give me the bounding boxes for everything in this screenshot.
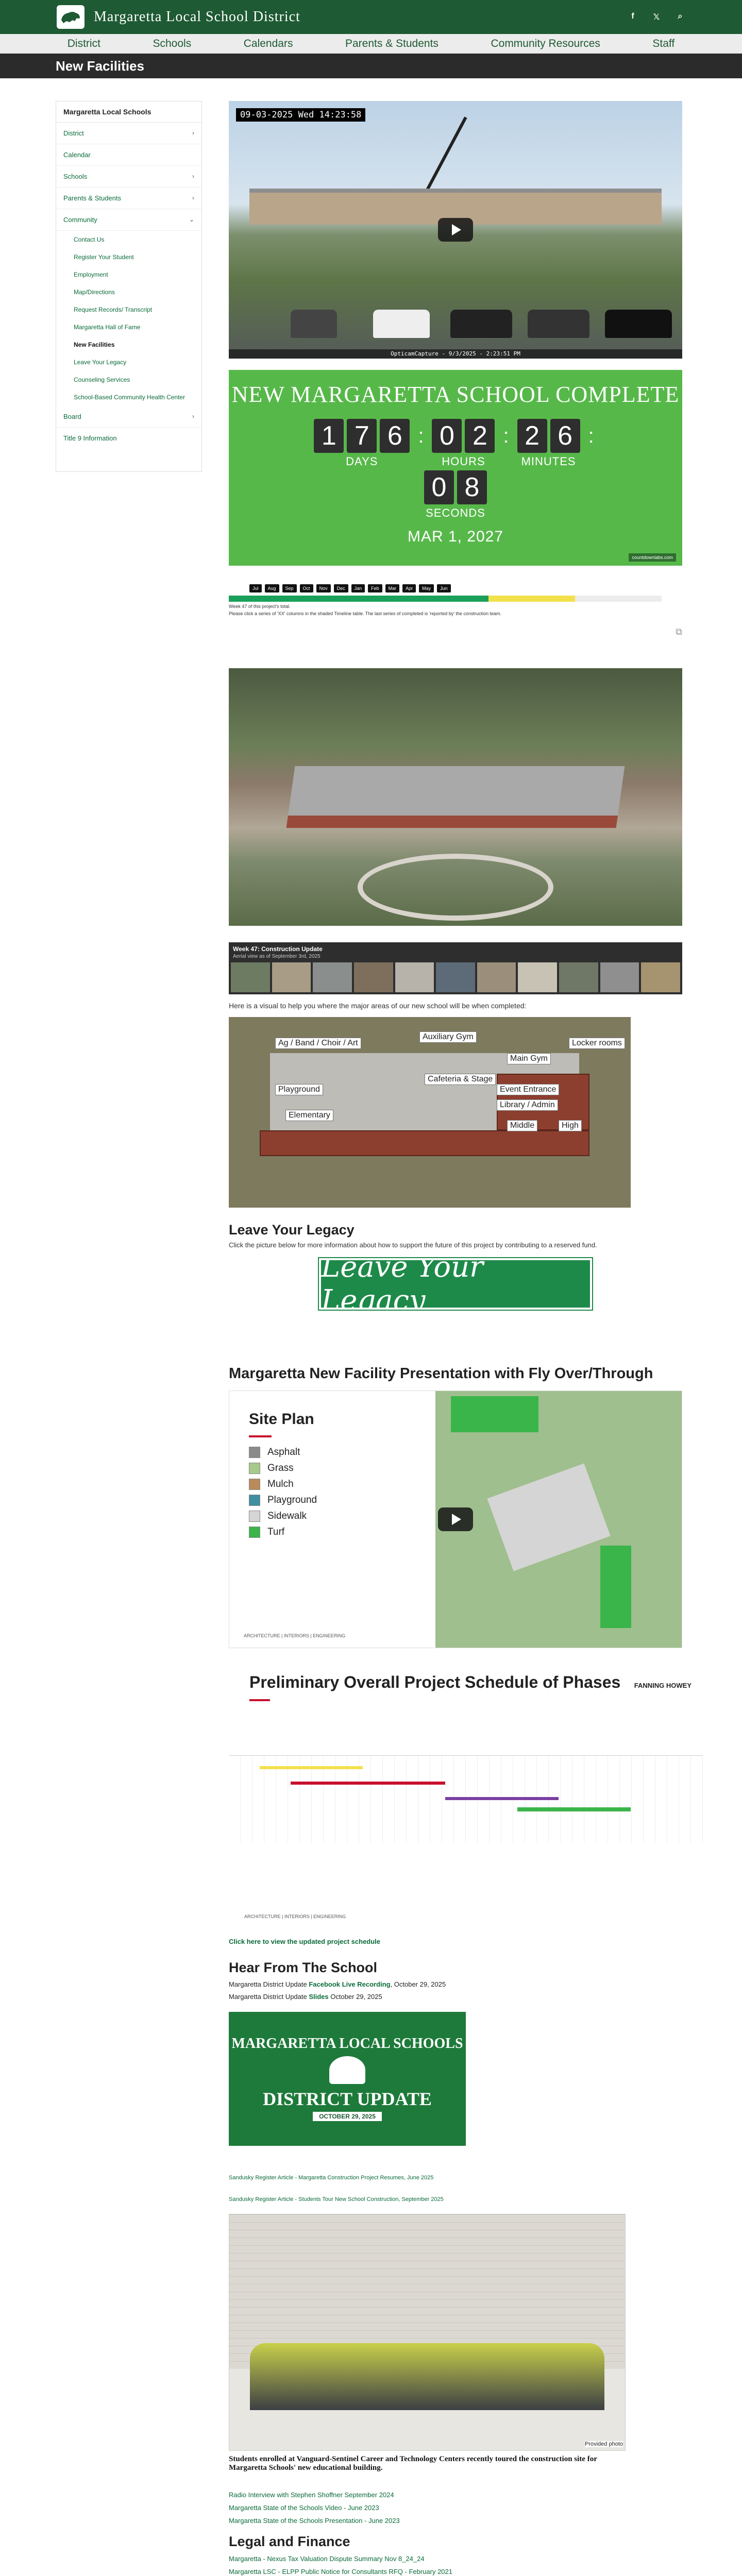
article-link[interactable]: Sandusky Register Article - Margaretta Construction Project Resumes, June 2025	[229, 2175, 434, 2181]
school-area-map	[229, 1017, 631, 1208]
map-label-aux-gym: Auxiliary Gym	[419, 1031, 477, 1043]
site-header	[0, 0, 742, 34]
gallery-thumbnail[interactable]	[436, 962, 475, 992]
gallery-subheading: Aerial view as of September 3rd, 2025	[233, 954, 321, 959]
car-image	[528, 310, 589, 338]
sidebar-sub-employment[interactable]: Employment	[74, 271, 108, 278]
map-label-high: High	[559, 1120, 582, 1131]
district-update-line: Margaretta District Update Slides October 29, 2025	[229, 1993, 382, 2001]
timeline-month-chip: Nov	[316, 584, 331, 592]
countdown-hours: 0 2 HOURS	[432, 419, 495, 468]
update-image-line3: OCTOBER 29, 2025	[313, 2112, 382, 2121]
map-label-ag-band: Ag / Band / Choir / Art	[275, 1038, 361, 1049]
map-label-main-gym: Main Gym	[507, 1053, 551, 1064]
nav-staff[interactable]: Staff	[652, 37, 675, 49]
gallery-thumbnail[interactable]	[518, 962, 557, 992]
legend-item	[249, 1463, 416, 1474]
district-update-line: Margaretta District Update Facebook Live Recording, October 29, 2025	[229, 1980, 446, 1988]
radio-interview-link[interactable]: Radio Interview with Stephen Shoffner September 2024	[229, 2491, 394, 2499]
gallery-thumbnail[interactable]	[477, 962, 516, 992]
photo-credit: Provided photo	[585, 2441, 623, 2447]
legend-label: Grass	[267, 1463, 294, 1473]
map-intro: Here is a visual to help you where the major areas of our new school will be when completed:	[229, 1002, 527, 1010]
sidebar-item-community[interactable]: Community ⌄	[56, 209, 201, 231]
polar-bear-crest-icon	[329, 2056, 365, 2084]
site-title[interactable]: Margaretta Local School District	[94, 9, 300, 25]
schedule-link[interactable]: Click here to view the updated project schedule	[229, 1938, 381, 1945]
schedule-gantt-chart	[229, 1755, 703, 1843]
nav-calendars[interactable]: Calendars	[243, 37, 293, 49]
legend-swatch	[249, 1527, 260, 1538]
presentation-video[interactable]	[229, 1391, 682, 1648]
gallery-thumbnail[interactable]	[272, 962, 311, 992]
camera-timestamp: 09-03-2025 Wed 14:23:58	[236, 108, 365, 122]
legend-item	[249, 1495, 416, 1506]
legend-label: Sidewalk	[267, 1511, 307, 1521]
schedule-title: Preliminary Overall Project Schedule of Phases	[249, 1673, 621, 1691]
legend-swatch	[249, 1479, 260, 1490]
state-of-schools-video-link[interactable]: Margaretta State of the Schools Video - June 2023	[229, 2504, 379, 2512]
timeline-remaining-bar	[575, 596, 662, 602]
gallery-thumbnail[interactable]	[559, 962, 598, 992]
district-logo[interactable]	[57, 5, 85, 29]
car-image	[450, 310, 512, 338]
turf-field	[451, 1396, 538, 1432]
chevron-down-icon[interactable]: ⌄	[189, 216, 194, 223]
sidebar	[56, 101, 202, 472]
project-timeline	[229, 584, 662, 616]
sidebar-item-parents-students[interactable]: Parents & Students ›	[56, 188, 201, 209]
main-nav	[0, 34, 742, 54]
fanning-howey-logo: FANNING HOWEY	[634, 1682, 692, 1689]
page-title: New Facilities	[56, 58, 144, 74]
nav-schools[interactable]: Schools	[153, 37, 192, 49]
timeline-note: Please click a series of 'XX' columns in the shaded Timeline table. The last series of completed is 'reported by' the construction team.	[229, 611, 501, 616]
nav-parents-students[interactable]: Parents & Students	[345, 37, 439, 49]
timeline-month-chip: Mar	[385, 584, 400, 592]
sidebar-sub-hall-of-fame[interactable]: Margaretta Hall of Fame	[74, 324, 141, 331]
fanning-howey-brand: ARCHITECTURE | INTERIORS | ENGINEERING	[244, 1633, 346, 1638]
photo-caption: Students enrolled at Vanguard-Sentinel Career and Technology Centers recently toured the construction site for Margaretta Schools' new educational building.	[229, 2455, 597, 2472]
countdown-watermark[interactable]: countdownlabs.com	[629, 553, 676, 562]
map-label-middle: Middle	[507, 1120, 537, 1131]
facebook-live-link[interactable]: Facebook Live Recording	[309, 1980, 391, 1988]
map-building	[260, 1130, 589, 1156]
sidebar-item-district[interactable]: District ›	[56, 123, 201, 144]
twitter-icon[interactable]: 𝕏	[653, 13, 660, 22]
timeline-month-chip: Feb	[368, 584, 382, 592]
chevron-right-icon[interactable]: ›	[192, 194, 194, 201]
legal-link[interactable]: Margaretta LSC - ELPP Public Notice for Consultants RFQ - February 2021	[229, 2568, 453, 2575]
article-link[interactable]: Sandusky Register Article - Students Tour New School Construction, September 2025	[229, 2196, 444, 2202]
page-title-band	[0, 54, 742, 78]
timeline-month-chip: Jun	[437, 584, 451, 592]
gallery-heading: Week 47: Construction Update	[233, 945, 323, 953]
timeline-month-chip: Oct	[300, 584, 313, 592]
gallery-thumbnail[interactable]	[641, 962, 680, 992]
timeline-month-chip: Sep	[282, 584, 297, 592]
map-label-library: Library / Admin	[497, 1099, 558, 1111]
countdown-title: NEW MARGARETTA SCHOOL COMPLETE	[231, 382, 680, 407]
legend-label: Turf	[267, 1527, 285, 1537]
timeline-month-chip: Apr	[402, 584, 416, 592]
gallery-thumbnail[interactable]	[600, 962, 639, 992]
sidebar-sub-health-center[interactable]: School-Based Community Health Center	[74, 394, 185, 401]
turf-field	[600, 1546, 631, 1628]
nav-district[interactable]: District	[67, 37, 100, 49]
timeline-month-chip: Jan	[351, 584, 365, 592]
aerial-photo	[229, 668, 682, 926]
play-button[interactable]	[438, 1507, 473, 1531]
timeline-month-chip: Dec	[334, 584, 348, 592]
map-label-event-entrance: Event Entrance	[497, 1084, 559, 1095]
timeline-complete-bar	[229, 596, 488, 602]
hear-heading: Hear From The School	[229, 1960, 378, 1975]
legend-label: Playground	[267, 1495, 317, 1505]
legend-item	[249, 1511, 416, 1522]
state-of-schools-presentation-link[interactable]: Margaretta State of the Schools Presentation - June 2023	[229, 2517, 400, 2524]
sidebar-item-schools[interactable]: Schools ›	[56, 166, 201, 188]
map-label-locker: Locker rooms	[569, 1038, 625, 1049]
chevron-right-icon[interactable]: ›	[192, 129, 194, 137]
legend-item	[249, 1447, 416, 1458]
legend-swatch	[249, 1447, 260, 1458]
timeline-progress-bar	[488, 596, 575, 602]
presentation-heading: Margaretta New Facility Presentation with Fly Over/Through	[229, 1365, 653, 1382]
polar-bear-logo-icon	[59, 8, 82, 26]
facebook-icon[interactable]: f	[631, 12, 634, 21]
sidebar-sub-records[interactable]: Request Records/ Transcript	[74, 306, 153, 313]
fanning-howey-brand: ARCHITECTURE | INTERIORS | ENGINEERING	[244, 1914, 346, 1919]
driveway-loop-image	[358, 854, 553, 921]
timeline-month-chip: May	[419, 584, 434, 592]
car-image	[291, 310, 337, 338]
play-button[interactable]	[438, 218, 473, 242]
gallery-thumbnail[interactable]	[313, 962, 352, 992]
sidebar-sub-contact-us[interactable]: Contact Us	[74, 236, 105, 243]
sidebar-sub-counseling[interactable]: Counseling Services	[74, 376, 130, 383]
countdown-days: 1 7 6 DAYS	[314, 419, 410, 468]
school-roof-image	[286, 766, 625, 828]
map-label-elementary: Elementary	[285, 1110, 333, 1121]
update-image-line2: DISTRICT UPDATE	[263, 2089, 432, 2109]
countdown-date: MAR 1, 2027	[407, 528, 504, 545]
legend-item	[249, 1479, 416, 1490]
sidebar-sub-legacy[interactable]: Leave Your Legacy	[74, 359, 127, 366]
sidebar-item-board[interactable]: Board ›	[56, 406, 201, 428]
chevron-right-icon[interactable]: ›	[192, 173, 194, 180]
sidebar-item-title9[interactable]: Title 9 Information	[63, 434, 117, 442]
countdown-timer[interactable]: NEW MARGARETTA SCHOOL COMPLETE 1 7 6 DAYS : 0 2 HOURS : 2 6 MINUTES : 0 8 SECONDS MAR 1, 2027 countdownlabs.com	[229, 370, 682, 566]
legend-swatch	[249, 1463, 260, 1474]
main-content	[229, 101, 692, 2576]
gallery-thumbnail[interactable]	[354, 962, 393, 992]
sidebar-sub-map[interactable]: Map/Directions	[74, 289, 115, 296]
legal-heading: Legal and Finance	[229, 2534, 350, 2549]
gallery-thumbnail[interactable]	[395, 962, 434, 992]
building-footprint	[487, 1463, 610, 1571]
leave-legacy-button[interactable]: Leave Your Legacy	[319, 1258, 592, 1310]
legend-swatch	[249, 1495, 260, 1506]
chevron-right-icon[interactable]: ›	[192, 413, 194, 420]
construction-camera-video[interactable]	[229, 101, 682, 359]
district-update-image[interactable]	[229, 2012, 466, 2146]
legend-item	[249, 1527, 416, 1538]
countdown-seconds: 0 8 SECONDS	[424, 470, 487, 520]
sidebar-heading: Margaretta Local Schools	[56, 101, 201, 123]
car-image	[605, 310, 672, 338]
photo-gallery[interactable]	[229, 942, 682, 994]
legacy-heading: Leave Your Legacy	[229, 1222, 355, 1238]
link-icon[interactable]: ⧉	[676, 626, 682, 637]
map-label-playground: Playground	[275, 1084, 323, 1095]
timeline-month-chip: Aug	[265, 584, 279, 592]
countdown-minutes: 2 6 MINUTES	[517, 419, 580, 468]
nav-community-resources[interactable]: Community Resources	[491, 37, 600, 49]
legend-swatch	[249, 1511, 260, 1522]
slides-link[interactable]: Slides	[309, 1993, 329, 2001]
legend-label: Mulch	[267, 1479, 294, 1489]
map-label-cafeteria: Cafeteria & Stage	[425, 1074, 496, 1085]
sidebar-item-calendar[interactable]: Calendar	[56, 144, 201, 166]
legacy-text: Click the picture below for more information about how to support the future of this project by contributing to a reserved fund.	[229, 1241, 597, 1249]
timeline-note: Week 47 of this project's total.	[229, 604, 291, 609]
slide-title: Site Plan	[249, 1411, 314, 1428]
schedule-image[interactable]	[229, 1673, 703, 1930]
car-image	[373, 310, 430, 338]
legend-label: Asphalt	[267, 1447, 300, 1458]
sidebar-sub-register[interactable]: Register Your Student	[74, 253, 134, 261]
student-tour-photo	[229, 2214, 626, 2451]
search-icon[interactable]: ⌕	[678, 12, 683, 21]
gallery-thumbnail[interactable]	[231, 962, 270, 992]
camera-footer: OpticamCapture - 9/3/2025 - 2:23:51 PM	[229, 349, 682, 359]
timeline-month-chip: Jul	[249, 584, 262, 592]
update-image-line1: MARGARETTA LOCAL SCHOOLS	[231, 2036, 463, 2052]
legal-link[interactable]: Margaretta - Nexus Tax Valuation Dispute Summary Nov 8_24_24	[229, 2555, 425, 2563]
sidebar-sub-new-facilities[interactable]: New Facilities	[74, 341, 115, 348]
